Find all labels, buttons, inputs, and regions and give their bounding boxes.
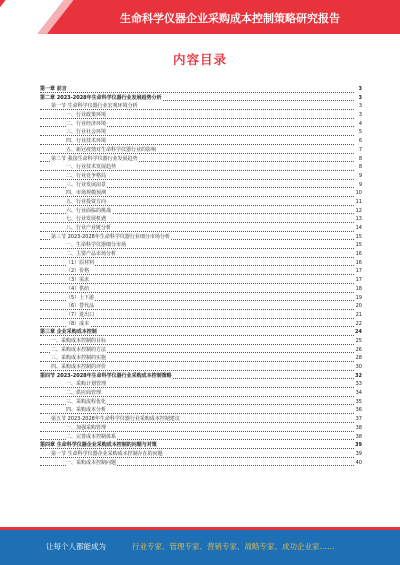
toc-entry-label: 第五节 2023-2028年生命科学仪器行业采购成本控制建议 <box>51 416 180 423</box>
toc-entry[interactable] <box>40 85 362 94</box>
toc-entry[interactable] <box>40 181 362 190</box>
toc-entry[interactable] <box>40 224 362 233</box>
toc-page-number: 9 <box>358 181 362 188</box>
toc-page-number: 35 <box>355 398 362 405</box>
toc-entry-label: 八、行业产业链分析 <box>66 225 112 231</box>
toc-page-number: 39 <box>355 442 362 449</box>
toc-entry[interactable] <box>40 450 362 459</box>
toc-page-number: 15 <box>355 233 362 240</box>
toc-entry-label: 四、行业技术环境 <box>66 138 107 145</box>
toc-entry[interactable] <box>40 389 362 398</box>
toc-entry-label: 六、行业面临的挑战 <box>66 207 112 214</box>
toc-entry[interactable] <box>40 233 362 242</box>
toc-entry-label: 第二章 2023-2028年生命科学仪器行业发展趋势分析 <box>40 94 162 101</box>
toc-entry-label: 第二节 我国生命科学仪器行业发展趋势 <box>51 155 138 162</box>
toc-page-number: 16 <box>355 259 362 266</box>
toc-entry-label: 三、采购成本控制的实施 <box>51 355 107 362</box>
toc-entry[interactable] <box>40 406 362 415</box>
toc-heading: 内容目录 <box>172 52 227 67</box>
toc-page-number: 12 <box>355 207 362 214</box>
toc-leader-dots <box>40 170 354 171</box>
toc-entry-label: 五、行业投资方向 <box>66 198 107 205</box>
toc-entry-label: 一、生命科学仪器细分市场 <box>66 242 127 249</box>
toc-entry[interactable] <box>40 380 362 389</box>
toc-page-number: 13 <box>355 216 362 223</box>
toc-page-number: 24 <box>355 329 362 336</box>
toc-entry[interactable] <box>40 354 362 363</box>
toc-entry-label: 四、采购成本分析 <box>66 407 107 414</box>
toc-entry-label: 第三章 企业采购成本控制 <box>40 329 97 336</box>
toc-leader-dots <box>40 135 354 136</box>
toc-entry-label: 第四节 2023-2028年生命科学仪器行业采购成本控制策略 <box>40 372 172 379</box>
toc-page-number: 11 <box>355 198 362 205</box>
toc-entry[interactable] <box>40 128 362 137</box>
toc-page-number: 28 <box>355 355 362 362</box>
toc-page-number: 37 <box>355 416 362 423</box>
toc-entry-label: 七、行业发展机遇 <box>66 216 107 223</box>
toc-entry-label: 一、采购计划管理 <box>66 381 107 388</box>
toc-entry-label: 二、行业竞争格局 <box>66 172 107 179</box>
toc-entry[interactable] <box>40 207 362 216</box>
toc-page-number: 26 <box>355 346 362 353</box>
toc-page-number: 4 <box>358 120 362 127</box>
toc-page-number: 18 <box>355 285 362 292</box>
toc-leader-dots <box>40 309 354 310</box>
toc-page-number: 16 <box>355 251 362 258</box>
toc-entry[interactable] <box>40 94 362 103</box>
toc-entry-label: （4）供给 <box>66 285 90 292</box>
toc-page-number: 30 <box>355 364 362 370</box>
toc-page-number: 33 <box>355 381 362 388</box>
toc-entry-label: 第三节 2023-2028年生命科学仪器行业细分市场分析 <box>51 233 170 240</box>
toc-entry-label: 二、主要产品市场分析 <box>66 251 117 258</box>
toc-leader-dots <box>40 413 354 414</box>
toc-entry-label: （7）进出口 <box>66 311 95 318</box>
toc-entry-label: 二、行业经济环境 <box>66 120 107 127</box>
toc-entry-label: 三、行业发展前景 <box>66 181 107 188</box>
toc-leader-dots <box>40 448 354 449</box>
toc-entry[interactable] <box>40 346 362 355</box>
toc-entry-label: 三、采购流程优化 <box>66 398 107 405</box>
toc-entry-label: 三、行业社会环境 <box>66 129 107 136</box>
toc-page-number: 8 <box>358 164 362 171</box>
toc-entry-label: 一、行业技术发展趋势 <box>66 164 117 171</box>
toc-entry-label: 第一节 生命科学仪器行业宏观环境分析 <box>51 103 138 110</box>
toc-entry-label: 第一节 生命科学仪器企业采购成本控制存在的问题 <box>51 450 163 457</box>
toc-page-number: 40 <box>355 459 362 466</box>
toc-entry[interactable] <box>40 250 362 259</box>
toc-leader-dots <box>40 222 354 223</box>
toc-page-number: 6 <box>358 138 362 145</box>
toc-leader-dots <box>40 196 354 197</box>
toc-leader-dots <box>40 387 354 388</box>
toc-page-number: 9 <box>358 172 362 179</box>
toc-page-number: 3 <box>358 86 362 92</box>
toc-entry[interactable] <box>40 294 362 303</box>
table-of-contents <box>40 85 362 467</box>
toc-entry[interactable] <box>40 155 362 164</box>
footer-banner <box>0 527 400 565</box>
toc-entry[interactable] <box>40 459 362 468</box>
toc-page-number: 7 <box>358 146 362 153</box>
toc-page-number: 3 <box>358 112 362 119</box>
toc-page-number: 15 <box>355 242 362 249</box>
toc-entry-label: 一、采购成本控制的目标 <box>51 337 107 344</box>
toc-entry-label: 一、行业政策环境 <box>66 112 107 119</box>
toc-entry[interactable] <box>40 120 362 129</box>
toc-entry-label: 四、采购成本控制的评价 <box>51 364 107 370</box>
toc-entry[interactable] <box>40 337 362 346</box>
toc-page-number: 38 <box>355 424 362 431</box>
toc-leader-dots <box>40 361 354 362</box>
toc-entry[interactable] <box>40 215 362 224</box>
toc-entry-label: 第一章 前言 <box>40 86 67 92</box>
toc-entry[interactable] <box>40 276 362 285</box>
toc-entry[interactable] <box>40 172 362 181</box>
toc-entry-label: 二、完善成本控制体系 <box>66 433 117 440</box>
toc-entry[interactable] <box>40 320 362 329</box>
toc-entry[interactable] <box>40 111 362 120</box>
toc-entry-label: （2）价格 <box>66 268 90 275</box>
toc-page-number: 34 <box>355 390 362 397</box>
toc-entry[interactable] <box>40 198 362 207</box>
toc-leader-dots <box>40 248 354 249</box>
toc-entry[interactable] <box>40 441 362 450</box>
toc-page-number: 21 <box>355 311 362 318</box>
toc-page-number: 17 <box>355 277 362 284</box>
toc-page-number: 10 <box>355 190 362 197</box>
toc-leader-dots <box>40 335 354 336</box>
toc-entry[interactable] <box>40 102 362 111</box>
toc-page-number: 3 <box>358 103 362 110</box>
toc-entry[interactable] <box>40 241 362 250</box>
toc-page-number: 8 <box>358 155 362 162</box>
footer-slogan-right: 行业专家、管理专家、营销专家、战略专家、成功企业家…… <box>132 542 335 551</box>
toc-entry-label: 四、市场规模预测 <box>66 190 107 197</box>
toc-page-number: 22 <box>355 320 362 327</box>
toc-page-number: 39 <box>355 450 362 457</box>
toc-page-number: 5 <box>358 129 362 136</box>
toc-page-number: 14 <box>355 225 362 231</box>
toc-entry[interactable] <box>40 424 362 433</box>
toc-entry[interactable] <box>40 372 362 381</box>
toc-page-number: 38 <box>355 433 362 440</box>
toc-entry[interactable] <box>40 259 362 268</box>
toc-entry[interactable] <box>40 311 362 320</box>
toc-entry[interactable] <box>40 146 362 155</box>
toc-entry[interactable] <box>40 398 362 407</box>
toc-entry-label: （1）原材料 <box>66 259 95 266</box>
toc-entry-label: （6）替代品 <box>66 303 95 310</box>
toc-leader-dots <box>40 92 354 93</box>
report-title: 生命科学仪器企业采购成本控制策略研究报告 <box>120 12 340 25</box>
toc-entry[interactable] <box>40 363 362 372</box>
footer-slogan-left: 让每个人都能成为 <box>46 542 106 551</box>
toc-entry[interactable] <box>40 302 362 311</box>
toc-page-number: 20 <box>355 303 362 310</box>
toc-page-number: 25 <box>355 337 362 344</box>
toc-entry-label: 一、加强采购管理 <box>66 424 107 431</box>
toc-entry[interactable] <box>40 163 362 172</box>
toc-entry[interactable] <box>40 328 362 337</box>
toc-entry-label: 五、新冠疫情对生命科学仪器行业的影响 <box>66 146 157 153</box>
toc-page-number: 36 <box>355 407 362 414</box>
toc-page-number: 3 <box>358 94 362 101</box>
toc-entry[interactable] <box>40 285 362 294</box>
toc-entry-label: 一、采购成本控制问题 <box>66 459 117 466</box>
toc-entry-label: 二、供应商管理 <box>66 390 102 397</box>
toc-entry-label: 二、采购成本控制的方法 <box>51 346 107 353</box>
toc-entry[interactable] <box>40 433 362 442</box>
toc-entry[interactable] <box>40 137 362 146</box>
toc-entry[interactable] <box>40 415 362 424</box>
toc-entry[interactable] <box>40 267 362 276</box>
toc-entry[interactable] <box>40 189 362 198</box>
toc-entry-label: 第四章 生命科学仪器企业采购成本控制的问题与对策 <box>40 442 157 449</box>
toc-leader-dots <box>40 109 354 110</box>
toc-entry-label: （5）上下游 <box>66 294 95 301</box>
report-header-banner <box>0 0 400 34</box>
toc-page-number: 19 <box>355 294 362 301</box>
toc-page-number: 32 <box>355 372 362 379</box>
footer-accent-stripe <box>0 527 400 530</box>
toc-entry-label: （3）需求 <box>66 277 90 284</box>
toc-leader-dots <box>40 274 354 275</box>
toc-entry-label: （8）成本 <box>66 320 90 327</box>
toc-page-number: 17 <box>355 268 362 275</box>
